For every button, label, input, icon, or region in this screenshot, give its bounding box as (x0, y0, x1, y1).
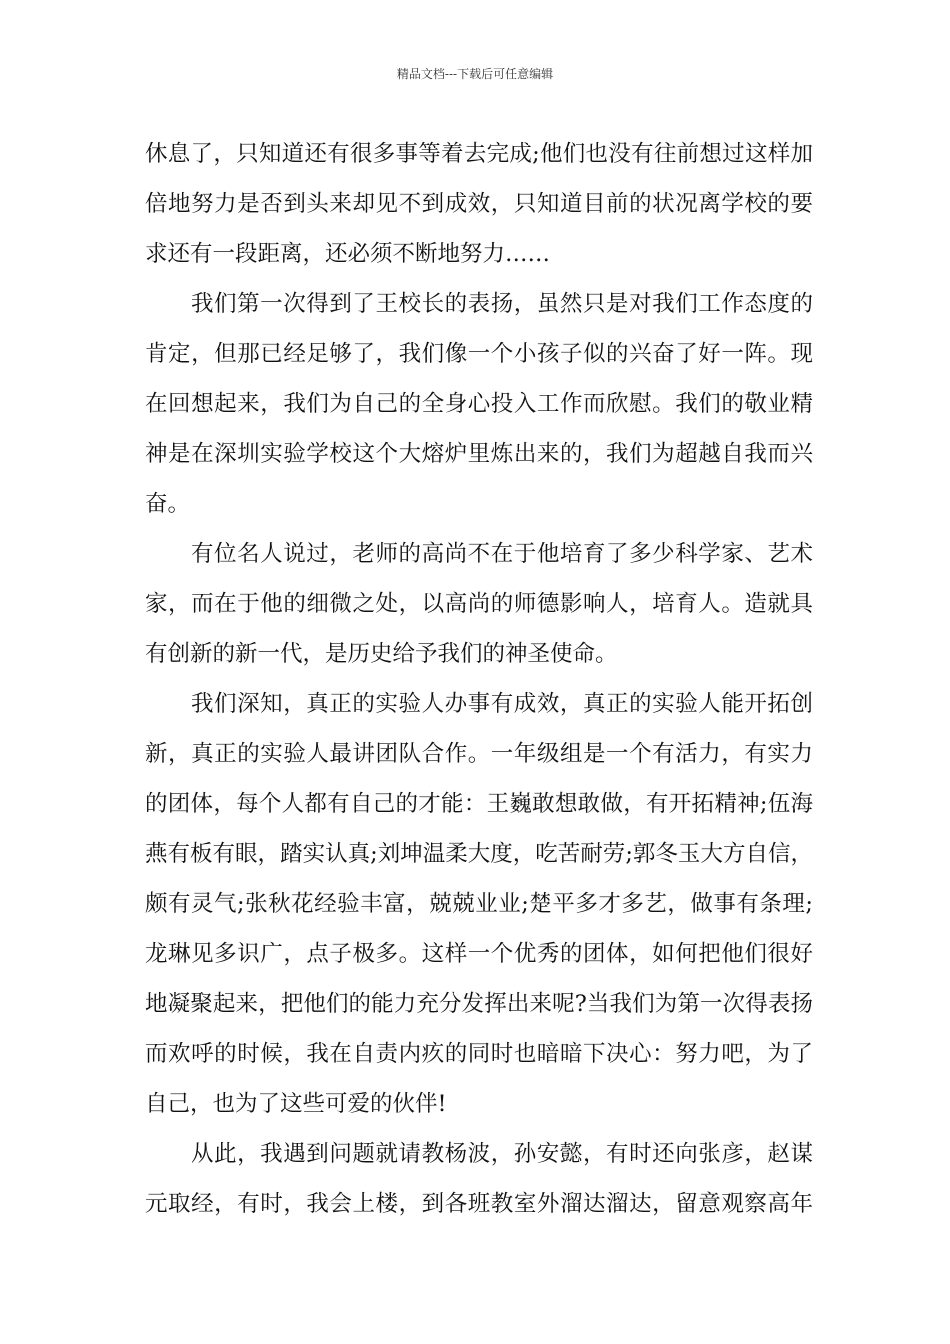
text-line: 从此，我遇到问题就请教杨波，孙安懿，有时还向张彦，赵谋 (191, 1141, 813, 1167)
text-line: 求还有一段距离，还必须不断地努力…… (145, 241, 551, 267)
text-line: 肯定，但那已经足够了，我们像一个小孩子似的兴奋了好一阵。现 (145, 341, 813, 367)
text-line: 休息了，只知道还有很多事等着去完成;他们也没有往前想过这样加 (145, 141, 813, 167)
paragraph (145, 129, 813, 279)
text-line: 家，而在于他的细微之处，以高尚的师德影响人，培育人。造就具 (145, 591, 813, 617)
text-line: 我们深知，真正的实验人办事有成效，真正的实验人能开拓创 (191, 691, 813, 717)
text-line: 元取经，有时，我会上楼，到各班教室外溜达溜达，留意观察高年 (145, 1191, 813, 1217)
page-header: 精品文档---下载后可任意编辑 (396, 67, 554, 81)
text-line: 神是在深圳实验学校这个大熔炉里炼出来的，我们为超越自我而兴 (145, 441, 813, 467)
text-line: 倍地努力是否到头来却见不到成效，只知道目前的状况离学校的要 (145, 191, 813, 217)
text-line: 颇有灵气;张秋花经验丰富，兢兢业业;楚平多才多艺，做事有条理; (145, 891, 813, 917)
text-line: 有创新的新一代，是历史给予我们的神圣使命。 (145, 641, 618, 667)
paragraph (145, 1129, 813, 1229)
text-line: 的团体，每个人都有自己的才能：王巍敢想敢做，有开拓精神;伍海 (145, 791, 813, 817)
body-text (145, 129, 813, 1229)
text-line: 我们第一次得到了王校长的表扬，虽然只是对我们工作态度的 (191, 291, 813, 317)
text-line: 燕有板有眼，踏实认真;刘坤温柔大度，吃苦耐劳;郭冬玉大方自信， (145, 841, 813, 867)
paragraph (145, 679, 813, 1129)
text-line: 新，真正的实验人最讲团队合作。一年级组是一个有活力，有实力 (145, 741, 813, 767)
text-line: 奋。 (145, 491, 191, 517)
text-line: 龙琳见多识广，点子极多。这样一个优秀的团体，如何把他们很好 (145, 941, 813, 967)
text-line: 地凝聚起来，把他们的能力充分发挥出来呢?当我们为第一次得表扬 (145, 991, 813, 1017)
text-line: 在回想起来，我们为自己的全身心投入工作而欣慰。我们的敬业精 (145, 391, 813, 417)
text-line: 自己，也为了这些可爱的伙伴! (145, 1091, 447, 1117)
paragraph (145, 529, 813, 679)
text-line: 有位名人说过，老师的高尚不在于他培育了多少科学家、艺术 (191, 541, 813, 567)
paragraph (145, 279, 813, 529)
text-line: 而欢呼的时候，我在自责内疚的同时也暗暗下决心：努力吧，为了 (145, 1041, 813, 1067)
